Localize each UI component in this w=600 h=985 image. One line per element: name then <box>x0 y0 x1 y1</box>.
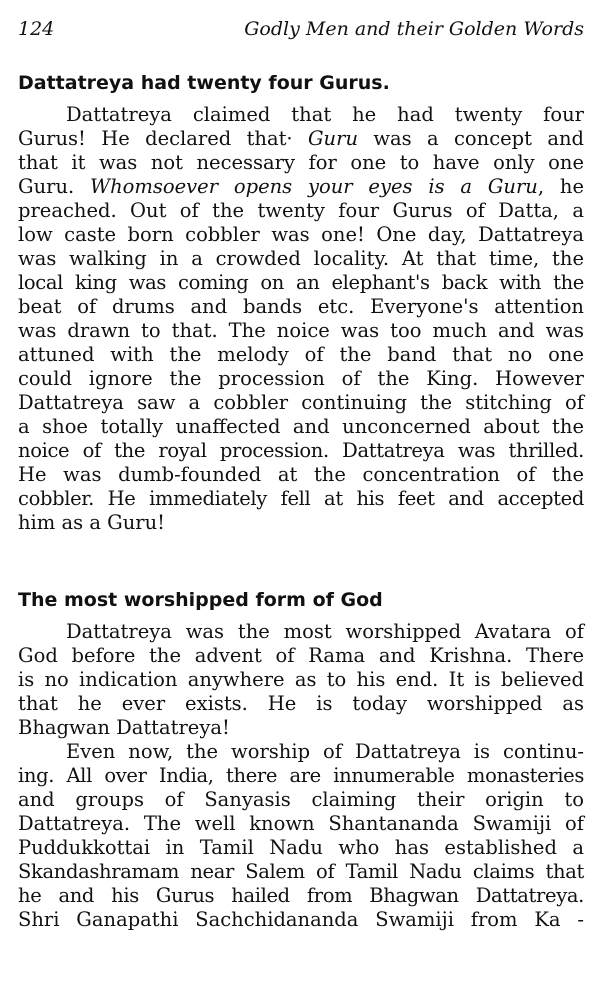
text-line: local king was coming on an elephant's back with the <box>18 271 584 294</box>
section-heading: Dattatreya had twenty four Gurus. <box>18 72 390 94</box>
text-line: ing. All over India, there are innumerable monasteries <box>18 764 584 787</box>
text-line: Bhagwan Dattatreya! <box>18 716 230 739</box>
text-line: Dattatreya was the most worshipped Avatara of <box>66 620 584 643</box>
page-number: 124 <box>18 18 55 40</box>
text-line: him as a Guru! <box>18 511 165 534</box>
text-line: he and his Gurus hailed from Bhagwan Dattatreya. <box>18 884 584 907</box>
text-line: God before the advent of Rama and Krishna. There <box>18 644 584 667</box>
text-line: low caste born cobbler was one! One day, Dattatreya <box>18 223 584 246</box>
text-line: attuned with the melody of the band that no one <box>18 343 584 366</box>
text-line: is no indication anywhere as to his end. It is believed <box>18 668 584 691</box>
text-line: could ignore the procession of the King. However <box>18 367 584 390</box>
book-page <box>18 0 584 985</box>
text-line: a shoe totally unaffected and unconcerned about the <box>18 415 584 438</box>
running-header <box>18 16 584 42</box>
section-heading: The most worshipped form of God <box>18 589 383 611</box>
text-line: Even now, the worship of Dattatreya is continu- <box>66 740 584 763</box>
text-line: Skandashramam near Salem of Tamil Nadu claims that <box>18 860 584 883</box>
text-line: was walking in a crowded locality. At that time, the <box>18 247 584 270</box>
text-line: noice of the royal procession. Dattatreya was thrilled. <box>18 439 584 462</box>
text-line: beat of drums and bands etc. Everyone's attention <box>18 295 584 318</box>
text-line: that it was not necessary for one to have only one <box>18 151 584 174</box>
text-line: Dattatreya saw a cobbler continuing the stitching of <box>18 391 584 414</box>
text-line: He was dumb-founded at the concentration of the <box>18 463 584 486</box>
paragraph <box>18 740 584 932</box>
text-line: Dattatreya claimed that he had twenty four <box>66 103 584 126</box>
book-title: Godly Men and their Golden Words <box>244 18 584 40</box>
text-line: was drawn to that. The noice was too much and was <box>18 319 584 342</box>
text-line: Dattatreya. The well known Shantananda Swamiji of <box>18 812 584 835</box>
text-line: Gurus! He declared that· Guru was a concept and <box>18 127 584 150</box>
paragraph <box>18 620 584 740</box>
text-line: and groups of Sanyasis claiming their origin to <box>18 788 584 811</box>
text-line: that he ever exists. He is today worshipped as <box>18 692 584 715</box>
text-line: Shri Ganapathi Sachchidananda Swamiji from Ka - <box>18 908 584 931</box>
text-line: preached. Out of the twenty four Gurus of Datta, a <box>18 199 584 222</box>
text-line: Puddukkottai in Tamil Nadu who has established a <box>18 836 584 859</box>
paragraph <box>18 103 584 535</box>
text-line: Guru. Whomsoever opens your eyes is a Guru, he <box>18 175 584 198</box>
text-line: cobbler. He immediately fell at his feet and accepted <box>18 487 584 510</box>
